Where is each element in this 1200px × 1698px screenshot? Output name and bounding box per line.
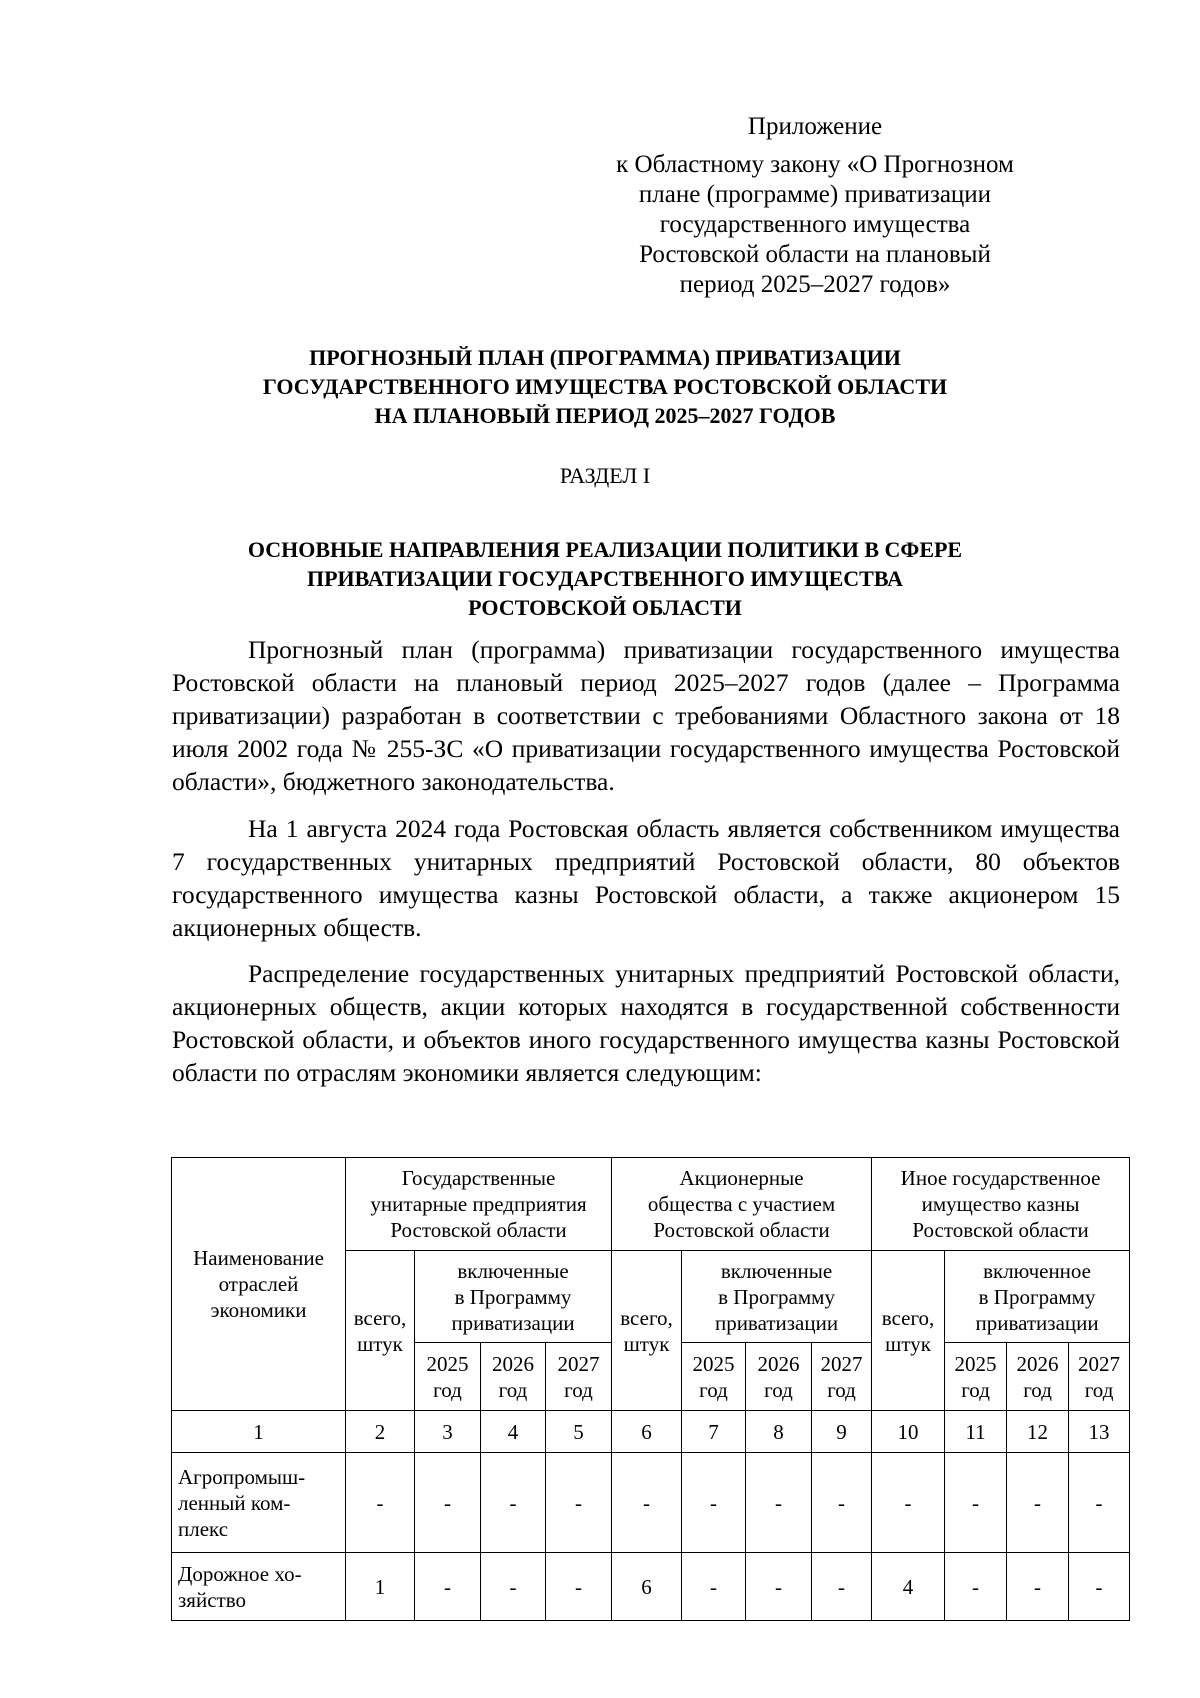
appendix-line: государственного имущества [659, 211, 971, 238]
appendix-header [585, 112, 1045, 300]
header-text: имущество казны [921, 1192, 1080, 1216]
header-total [346, 1251, 415, 1411]
header-text: включенное [983, 1258, 1092, 1283]
header-text: год [699, 1377, 728, 1402]
header-text: 2025 [692, 1351, 735, 1376]
header-text: 2026 [492, 1351, 534, 1376]
section-title [165, 535, 1045, 622]
header-text: штук [885, 1331, 931, 1356]
header-year [415, 1343, 481, 1411]
header-text: штук [623, 1331, 670, 1356]
table-cell: - [481, 1553, 546, 1621]
appendix-line: плане (программе) приватизации [638, 181, 992, 208]
industry-name-text: Дорожное хо- [178, 1561, 302, 1586]
header-text: Наименование [193, 1246, 324, 1270]
header-text: в Программу [454, 1284, 572, 1309]
section-title-line: ПРИВАТИЗАЦИИ ГОСУДАРСТВЕННОГО ИМУЩЕСТВА [306, 566, 903, 591]
header-text: Ростовской области [653, 1218, 830, 1242]
header-text: Иное государственное [900, 1166, 1101, 1190]
header-text: отраслей [218, 1272, 299, 1296]
header-text: 2027 [820, 1351, 863, 1376]
table-cell: - [746, 1553, 812, 1621]
header-text: всего, [620, 1305, 673, 1330]
table-cell: - [1007, 1453, 1069, 1553]
column-number-row [172, 1411, 1130, 1453]
header-text: 2027 [557, 1351, 600, 1376]
header-text: 2026 [1016, 1351, 1059, 1376]
table-cell: - [682, 1553, 746, 1621]
header-text: приватизации [714, 1310, 839, 1335]
column-number: 9 [812, 1411, 872, 1453]
table-cell: - [945, 1553, 1007, 1621]
header-text: экономики [210, 1298, 307, 1322]
header-text: год [961, 1377, 990, 1402]
header-year [546, 1343, 612, 1411]
table-cell: 1 [346, 1553, 415, 1621]
header-year [1007, 1343, 1069, 1411]
table-cell: 6 [612, 1553, 682, 1621]
title-line: ПРОГНОЗНЫЙ ПЛАН (ПРОГРАММА) ПРИВАТИЗАЦИИ [309, 345, 901, 370]
table-cell: - [415, 1553, 481, 1621]
industry-name-text: плекс [178, 1516, 229, 1541]
header-text: год [564, 1377, 593, 1402]
column-number: 2 [346, 1411, 415, 1453]
appendix-line: период 2025–2027 годов» [679, 271, 951, 298]
column-number: 6 [612, 1411, 682, 1453]
header-text: год [827, 1377, 856, 1402]
table-cell: - [812, 1453, 872, 1553]
table-cell: - [612, 1453, 682, 1553]
header-included [682, 1251, 872, 1343]
table-row [172, 1453, 1130, 1553]
appendix-line: к Областному закону «О Прогнозном [616, 151, 1014, 178]
header-included [415, 1251, 612, 1343]
column-number: 5 [546, 1411, 612, 1453]
header-text: год [1023, 1377, 1052, 1402]
table-cell: - [481, 1453, 546, 1553]
header-text: унитарные предприятия [370, 1192, 587, 1216]
header-text: 2027 [1078, 1351, 1121, 1376]
table-cell: 4 [872, 1553, 945, 1621]
header-text: Ростовской области [912, 1218, 1089, 1242]
table-cell: - [872, 1453, 945, 1553]
table-cell: - [1069, 1553, 1130, 1621]
section-number: РАЗДЕЛ I [559, 463, 651, 488]
header-group-treasury [872, 1158, 1130, 1251]
header-text: приватизации [451, 1310, 575, 1335]
paragraph: На 1 августа 2024 года Ростовская область является собственником имущества 7 государственных унитарных предприятий Ростовской области, 80 объектов государственного имущества казны Ростовской области, а также акционером 15 акционерных обществ. [172, 814, 1120, 942]
table-cell: - [546, 1553, 612, 1621]
header-text: штук [357, 1331, 403, 1356]
column-number: 8 [746, 1411, 812, 1453]
table-cell: - [346, 1453, 415, 1553]
industry-name-text: зяйство [178, 1587, 246, 1612]
header-year [812, 1343, 872, 1411]
table-cell: - [546, 1453, 612, 1553]
header-text: всего, [881, 1305, 935, 1330]
column-number: 11 [945, 1411, 1007, 1453]
industry-name-text: ленный ком- [178, 1490, 291, 1515]
header-text: включенные [720, 1258, 833, 1283]
header-text: в Программу [978, 1284, 1096, 1309]
table-cell: - [945, 1453, 1007, 1553]
header-total [872, 1251, 945, 1411]
header-year [945, 1343, 1007, 1411]
column-number: 1 [172, 1411, 346, 1453]
title-line: ГОСУДАРСТВЕННОГО ИМУЩЕСТВА РОСТОВСКОЙ ОБЛАСТИ [262, 374, 948, 399]
table-row [172, 1553, 1130, 1621]
paragraph: Прогнозный план (программа) приватизации государственного имущества Ростовской области на плановый период 2025–2027 годов (далее – Программа приватизации) разработан в соответствии с требованиями Областного закона от 18 июля 2002 года № 255-ЗС «О приватизации государственного имущества Ростовской области», бюджетного законодательства. [172, 635, 1120, 796]
column-number: 3 [415, 1411, 481, 1453]
header-total [612, 1251, 682, 1411]
header-text: 2025 [426, 1351, 469, 1376]
header-text: 2025 [954, 1351, 997, 1376]
paragraph: Распределение государственных унитарных предприятий Ростовской области, акционерных обществ, акции которых находятся в государственной собственности Ростовской области, и объектов иного государственного имущества казны Ростовской области по отраслям экономики является следующим: [172, 959, 1120, 1087]
header-group-joint-stock [612, 1158, 872, 1251]
table-cell: - [415, 1453, 481, 1553]
column-number: 7 [682, 1411, 746, 1453]
header-text: приватизации [975, 1310, 1099, 1335]
title-line: НА ПЛАНОВЫЙ ПЕРИОД 2025–2027 ГОДОВ [374, 403, 836, 428]
column-number: 4 [481, 1411, 546, 1453]
header-text: общества с участием [647, 1192, 836, 1216]
header-text: включенные [457, 1258, 569, 1283]
header-year [746, 1343, 812, 1411]
column-number: 12 [1007, 1411, 1069, 1453]
header-text: 2026 [757, 1351, 800, 1376]
header-text: Акционерные [679, 1166, 804, 1190]
table-cell: - [682, 1453, 746, 1553]
header-industry-name [172, 1158, 346, 1411]
table-cell: - [1069, 1453, 1130, 1553]
column-number: 13 [1069, 1411, 1130, 1453]
industry-name [172, 1553, 346, 1621]
document-title [165, 343, 1045, 430]
table-cell: - [812, 1553, 872, 1621]
header-year [682, 1343, 746, 1411]
industry-name [172, 1453, 346, 1553]
header-text: всего, [353, 1305, 407, 1330]
header-text: год [498, 1377, 528, 1402]
header-group-unitary [346, 1158, 612, 1251]
header-year [481, 1343, 546, 1411]
header-text: Государственные [401, 1166, 556, 1190]
header-year [1069, 1343, 1130, 1411]
header-text: год [764, 1377, 793, 1402]
distribution-table [171, 1157, 1130, 1621]
appendix-line: Ростовской области на плановый [639, 241, 991, 268]
table-cell: - [1007, 1553, 1069, 1621]
appendix-label: Приложение [747, 113, 883, 140]
section-title-line: ОСНОВНЫЕ НАПРАВЛЕНИЯ РЕАЛИЗАЦИИ ПОЛИТИКИ В СФЕРЕ [247, 537, 963, 562]
table-cell: - [746, 1453, 812, 1553]
section-title-line: РОСТОВСКОЙ ОБЛАСТИ [468, 595, 742, 620]
industry-name-text: Агропромыш- [178, 1464, 306, 1489]
header-text: Ростовской области [390, 1218, 567, 1242]
header-text: год [1084, 1377, 1114, 1402]
header-text: в Программу [718, 1284, 835, 1309]
header-text: год [433, 1377, 462, 1402]
column-number: 10 [872, 1411, 945, 1453]
header-included [945, 1251, 1130, 1343]
